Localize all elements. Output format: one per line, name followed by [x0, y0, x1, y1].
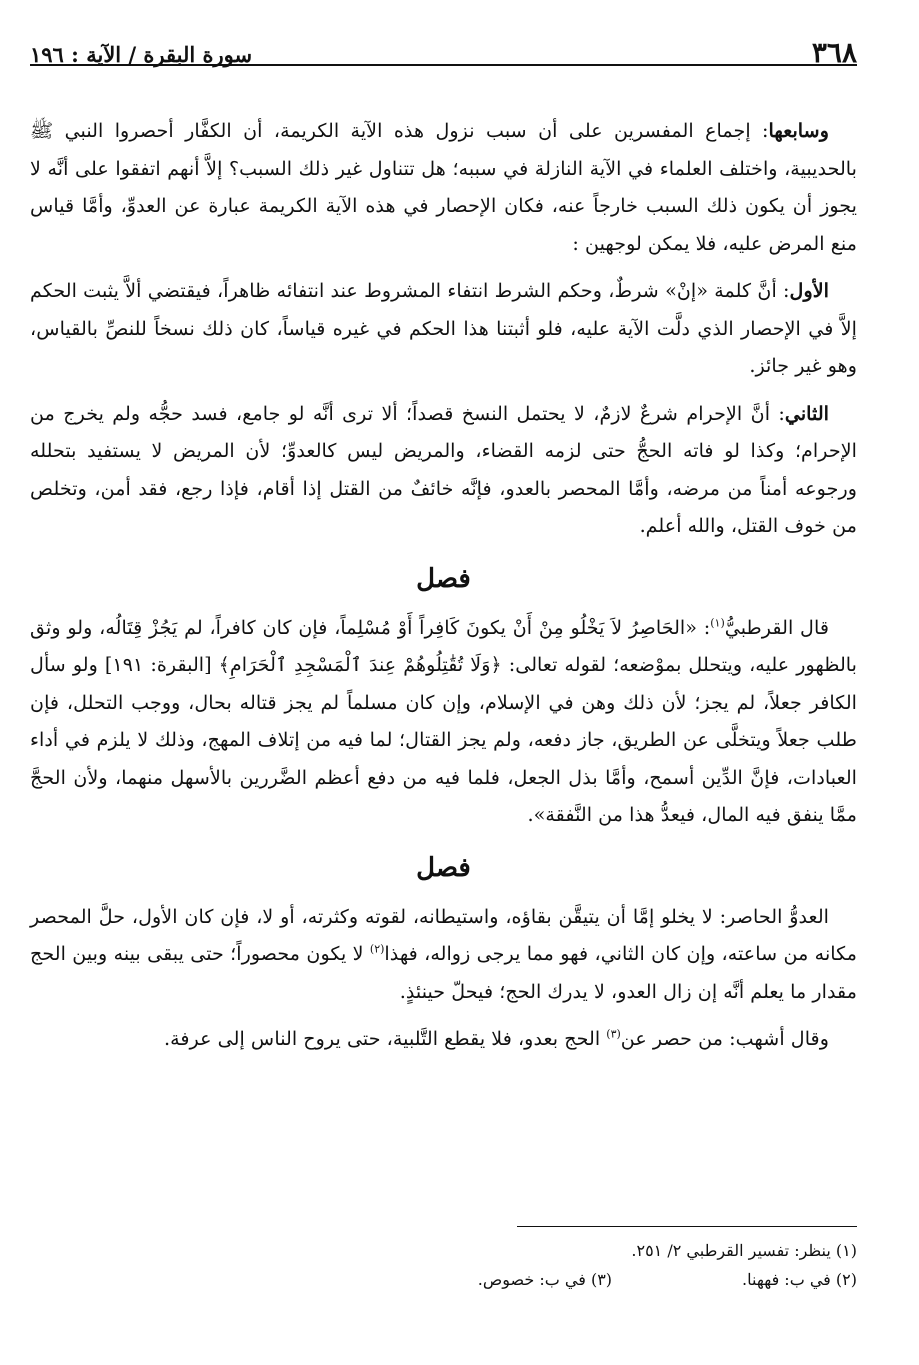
footnote-ref[interactable]: (٢)	[369, 942, 385, 956]
paragraph-seventh	[30, 112, 857, 262]
paragraph-text: الحج بعدو، فلا يقطع التَّلبية، حتى يروح الناس إلى عرفة.	[163, 1027, 607, 1050]
paragraph-text: : إجماع المفسرين على أن سبب نزول هذه الآية الكريمة، أن الكفَّار أحصروا النبي ﷺ بالحديبية، واختلف العلماء في الآية النازلة في سببه؛ هل تتناول غير ذلك السبب؟ إلاَّ أنهم اتفقوا على أنَّه لا يجوز أن يكون ذلك السبب خارجاً عنه، فكان الإحصار في هذه الآية الكريمة عبارة عن العدوِّ، وأمَّا قياس منع المرض عليه، فلا يمكن لوجهين :	[30, 119, 857, 255]
footnote-ref[interactable]: (٣)	[606, 1027, 621, 1041]
paragraph-text: : «الحَاصِرُ لاَ يَخْلُو مِنْ أَنْ يكونَ كَافِراً أَوْ مُسْلِماً، فإن كان كافراً، لم يَجُزْ قِتَالُه، ولو وثق بالظهور عليه، ويتحلل بموْضعه؛ لقوله تعالى: ﴿وَلَا تُقَٰتِلُوهُمْ عِندَ ٱلْمَسْجِدِ ٱلْحَرَامِ﴾ [البقرة: ١٩١] ولو سأل الكافر جعلاً، لم يجز؛ لأن ذلك وهن في الإسلام، وإن كان مسلماً لم يجز قتاله بحال، ووجب التحلل، فإن طلب جعلاً ويتخلَّى عن الطريق، جاز دفعه، ولم يجز القتال؛ لما فيه من إتلاف المهج، وذلك لا يلزم في أداء العبادات، فإنَّ الدِّين أسمح، وأمَّا بذل الجعل، فلما فيه من دفع أعظم الضَّررين بالأسهل منهما، ولأن الحجَّ ممَّا ينفق فيه المال، فيعدُّ هذا من النَّفقة».	[30, 615, 857, 826]
page-number: ٣٦٨	[811, 36, 857, 69]
footnote-2: (٢) في ب: فههنا.	[742, 1270, 857, 1289]
paragraph-lead: وسابعها	[768, 119, 829, 142]
paragraph-lead: الثاني	[784, 401, 829, 425]
paragraph-text: قال القرطبيُّ	[724, 615, 829, 639]
page-header	[30, 36, 857, 76]
paragraph-second-reason	[30, 395, 857, 545]
footnote-ref[interactable]: (١)	[710, 616, 725, 630]
paragraph-text: لا يكون محصوراً؛ حتى يبقى بينه وبين الحج مقدار ما يعلم أنَّه إن زال العدو، لا يدرك الحج؛ فيحلّ حينئذٍ.	[30, 942, 857, 1003]
section-heading: فصل	[416, 852, 471, 883]
footnotes	[297, 1236, 857, 1294]
paragraph-text: العدوُّ الحاصر: لا يخلو إمَّا أن يتيقَّن بقاؤه، واستيطانه، لقوته وكثرته، أو لا، فإن كان الأول، حلَّ المحصر مكانه من ساعته، وإن كان الثاني، فهو مما يرجى زواله، فهذا	[30, 904, 858, 965]
section-heading: فصل	[416, 563, 471, 594]
footnote-line	[297, 1265, 857, 1294]
footnote-1: (١) ينظر: تفسير القرطبي ٢/ ٢٥١.	[631, 1241, 857, 1260]
paragraph-first-reason	[30, 272, 857, 385]
paragraph-text: وقال أشهب: من حصر عن	[620, 1027, 829, 1050]
paragraph-text: : أنَّ الإحرام شرعٌ لازمٌ، لا يحتمل النسخ قصداً؛ ألا ترى أنَّه لو جامع، فسد حجُّه ولم يخرج من الإحرام؛ وكذا لو فاته الحجُّ حتى لزمه القضاء، والمريض ليس كالعدوِّ؛ لأن المريض لا يستفيد بتحلله ورجوعه أمناً من مرضه، وأمَّا المحصر بالعدو، فإنَّه خائفٌ من القتل إذا أقام، فإذا رجع، فقد أمن، وتخلص من خوف القتل، والله أعلم.	[30, 401, 857, 537]
paragraph-text: : أنَّ كلمة «إنْ» شرطٌ، وحكم الشرط انتفاء المشروط عند انتفائه ظاهراً، فيقتضي ألاَّ يثبت الحكم إلاَّ في الإحصار الذي دلَّت الآية عليه، فلو أثبتنا هذا الحكم في غيره قياساً، كان ذلك نسخاً للنصِّ بالقياس، وهو غير جائز.	[30, 279, 857, 377]
paragraph-qurtubi	[30, 609, 857, 834]
page-body	[30, 112, 857, 1068]
paragraph-ashhab	[30, 1020, 857, 1058]
footnote-rule	[517, 1226, 857, 1227]
paragraph-enemy	[30, 898, 857, 1011]
header-rule	[30, 64, 857, 66]
running-title: سورة البقرة / الآية : ١٩٦	[30, 42, 253, 67]
footnote-3: (٣) في ب: خصوص.	[477, 1270, 613, 1289]
paragraph-lead: الأول	[789, 279, 829, 302]
